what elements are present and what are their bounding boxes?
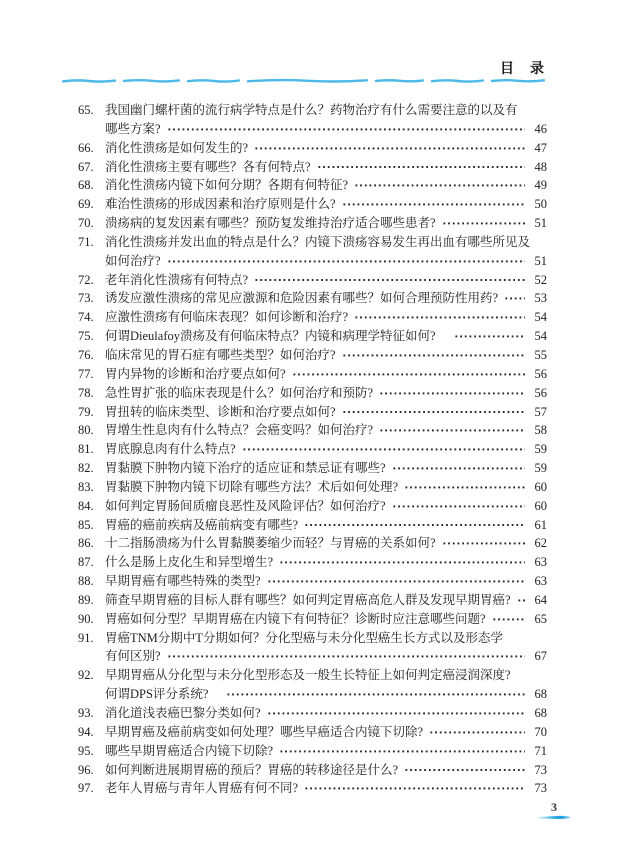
entry-line bbox=[105, 440, 547, 459]
entry-body bbox=[105, 779, 547, 798]
toc-entry bbox=[78, 403, 547, 422]
entry-text: 老年人胃癌与青年人胃癌有何不同? bbox=[105, 781, 299, 796]
entry-number: 67. bbox=[78, 159, 94, 174]
entry-body bbox=[105, 742, 547, 761]
entry-page-number: 60 bbox=[534, 498, 547, 513]
toc-entry bbox=[78, 516, 547, 535]
entry-body bbox=[105, 516, 547, 535]
entry-number: 73. bbox=[78, 291, 94, 306]
entry-line bbox=[105, 327, 547, 346]
entry-line bbox=[105, 685, 547, 704]
dot-leader bbox=[304, 516, 525, 535]
entry-line bbox=[105, 120, 547, 139]
dot-leader bbox=[404, 761, 525, 780]
entry-text: 消化道浅表癌巴黎分类如何? bbox=[105, 706, 261, 720]
entry-line bbox=[105, 704, 547, 723]
entry-page-number: 51 bbox=[534, 253, 547, 268]
entry-line bbox=[105, 459, 547, 478]
entry-text: 何谓Dieulafoy溃疡及有何临床特点？内镜和病理学特征如何? bbox=[105, 329, 436, 344]
toc-entry bbox=[78, 195, 547, 214]
entry-number: 80. bbox=[78, 423, 94, 438]
toc-entry bbox=[78, 704, 547, 723]
dot-leader bbox=[267, 572, 525, 591]
page-footer bbox=[536, 800, 572, 821]
entry-text: 消化性溃疡并发出血的特点是什么？内镜下溃疡容易发生再出血有哪些所见及 bbox=[105, 234, 531, 249]
entry-number: 76. bbox=[78, 347, 94, 362]
entry-number: 81. bbox=[78, 442, 94, 457]
entry-text: 哪些方案? bbox=[105, 121, 161, 136]
entry-text: 胃黏膜下肿物内镜下切除有哪些方法？术后如何处理? bbox=[105, 479, 399, 494]
dot-leader bbox=[167, 647, 525, 666]
dot-leader bbox=[342, 403, 525, 422]
entry-text: 胃增生性息肉有什么特点？会癌变吗？如何治疗? bbox=[105, 423, 374, 438]
toc-entry bbox=[78, 742, 547, 761]
dot-leader bbox=[279, 553, 525, 572]
toc-entry bbox=[78, 308, 547, 327]
entry-line bbox=[105, 365, 547, 384]
entry-text: 难治性溃疡的形成因素和治疗原则是什么? bbox=[105, 197, 336, 212]
entry-page-number: 73 bbox=[534, 781, 547, 796]
entry-body bbox=[105, 459, 547, 478]
entry-page-number: 63 bbox=[534, 574, 547, 589]
toc-entry bbox=[78, 497, 547, 516]
entry-body bbox=[105, 101, 547, 139]
entry-page-number: 57 bbox=[534, 404, 547, 419]
toc-entry bbox=[78, 346, 547, 365]
dot-leader bbox=[454, 327, 525, 346]
entry-text: 如何判定胃肠间质瘤良恶性及风险评估？如何治疗? bbox=[105, 498, 386, 513]
entry-page-number: 56 bbox=[534, 366, 547, 381]
entry-line bbox=[105, 233, 547, 252]
entry-text: 胃黏膜下肿物内镜下治疗的适应证和禁忌证有哪些? bbox=[105, 461, 386, 476]
entry-line bbox=[105, 308, 547, 327]
entry-line bbox=[105, 384, 547, 403]
entry-body bbox=[105, 289, 547, 308]
entry-text: 胃癌TNM分期中T分期如何？分化型癌与未分化型癌生长方式以及形态学 bbox=[105, 630, 503, 645]
entry-body bbox=[105, 704, 547, 723]
entry-line bbox=[105, 647, 547, 666]
entry-line bbox=[105, 497, 547, 516]
entry-text: 如何判断进展期胃癌的预后？胃癌的转移途径是什么? bbox=[105, 762, 399, 777]
entry-number: 84. bbox=[78, 498, 94, 513]
entry-body bbox=[105, 346, 547, 365]
dot-leader bbox=[292, 365, 525, 384]
toc-entry bbox=[78, 176, 547, 195]
dot-leader bbox=[317, 158, 525, 177]
toc-entry bbox=[78, 723, 547, 742]
entry-body bbox=[105, 271, 547, 290]
entry-body bbox=[105, 591, 547, 610]
dot-leader bbox=[254, 139, 525, 158]
toc-entry bbox=[78, 327, 547, 346]
entry-line bbox=[105, 610, 547, 629]
dot-leader bbox=[354, 308, 525, 327]
entry-line bbox=[105, 761, 547, 780]
toc-entry bbox=[78, 289, 547, 308]
entry-page-number: 46 bbox=[534, 121, 547, 136]
entry-text: 胃癌如何分型？早期胃癌在内镜下有何特征？诊断时应注意哪些问题? bbox=[105, 611, 486, 626]
wave-divider-line bbox=[62, 76, 545, 86]
entry-body bbox=[105, 666, 547, 704]
dot-leader bbox=[392, 459, 525, 478]
entry-body bbox=[105, 723, 547, 742]
entry-body bbox=[105, 214, 547, 233]
entry-page-number: 59 bbox=[534, 442, 547, 457]
entry-number: 86. bbox=[78, 536, 94, 551]
dot-leader bbox=[226, 685, 525, 704]
entry-number: 69. bbox=[78, 197, 94, 212]
entry-number: 93. bbox=[78, 706, 94, 720]
entry-page-number: 67 bbox=[534, 649, 547, 664]
dot-leader bbox=[379, 384, 525, 403]
entry-page-number: 49 bbox=[534, 178, 547, 193]
entry-text: 消化性溃疡是如何发生的? bbox=[105, 140, 249, 155]
entry-page-number: 60 bbox=[534, 479, 547, 494]
toc-entry bbox=[78, 779, 547, 798]
entry-page-number: 59 bbox=[534, 461, 547, 476]
entry-text: 诱发应激性溃疡的常见应激源和危险因素有哪些？如何合理预防性用药? bbox=[105, 291, 499, 306]
toc-entry bbox=[78, 101, 547, 139]
entry-line bbox=[105, 158, 547, 177]
entry-body bbox=[105, 384, 547, 403]
entry-number: 77. bbox=[78, 366, 94, 381]
entry-number: 88. bbox=[78, 574, 94, 589]
entry-line bbox=[105, 271, 547, 290]
entry-number: 75. bbox=[78, 329, 94, 344]
dot-leader bbox=[442, 534, 525, 553]
entry-number: 87. bbox=[78, 555, 94, 570]
entry-line bbox=[105, 139, 547, 158]
toc-entry bbox=[78, 572, 547, 591]
entry-text: 应激性溃疡有何临床表现？如何诊断和治疗? bbox=[105, 310, 349, 325]
entry-page-number: 55 bbox=[534, 347, 547, 362]
dot-leader bbox=[392, 497, 525, 516]
entry-text: 筛查早期胃癌的目标人群有哪些？如何判定胃癌高危人群及发现早期胃癌? bbox=[105, 592, 511, 607]
entry-text: 如何治疗? bbox=[105, 253, 161, 268]
entry-body bbox=[105, 572, 547, 591]
dot-leader bbox=[442, 214, 525, 233]
entry-line bbox=[105, 195, 547, 214]
entry-text: 我国幽门螺杆菌的流行病学特点是什么？药物治疗有什么需要注意的以及有 bbox=[105, 103, 518, 117]
toc-entry bbox=[78, 553, 547, 572]
entry-text: 早期胃癌有哪些特殊的类型? bbox=[105, 574, 261, 589]
entry-body bbox=[105, 365, 547, 384]
toc-entry bbox=[78, 384, 547, 403]
entry-page-number: 68 bbox=[534, 706, 547, 720]
toc-entry bbox=[78, 139, 547, 158]
entry-body bbox=[105, 233, 547, 271]
toc-entry bbox=[78, 214, 547, 233]
entry-line bbox=[105, 553, 547, 572]
entry-line bbox=[105, 779, 547, 798]
entry-page-number: 64 bbox=[534, 592, 547, 607]
entry-body bbox=[105, 158, 547, 177]
entry-body bbox=[105, 629, 547, 667]
dot-leader bbox=[342, 195, 525, 214]
entry-body bbox=[105, 534, 547, 553]
entry-page-number: 62 bbox=[534, 536, 547, 551]
toc-entry bbox=[78, 610, 547, 629]
dot-leader bbox=[167, 120, 525, 139]
entry-number: 83. bbox=[78, 479, 94, 494]
entry-page-number: 54 bbox=[534, 329, 547, 344]
entry-line bbox=[105, 572, 547, 591]
toc-entry bbox=[78, 459, 547, 478]
dot-leader bbox=[354, 176, 525, 195]
entry-text: 老年消化性溃疡有何特点? bbox=[105, 272, 249, 287]
entry-number: 78. bbox=[78, 385, 94, 400]
dot-leader bbox=[242, 440, 525, 459]
entry-number: 72. bbox=[78, 272, 94, 287]
entry-text: 早期胃癌及癌前病变如何处理？哪些早癌适合内镜下切除? bbox=[105, 724, 424, 739]
entry-page-number: 53 bbox=[534, 291, 547, 306]
entry-text: 早期胃癌从分化型与未分化型形态及一般生长特征上如何判定癌浸润深度? bbox=[105, 668, 511, 683]
entry-line bbox=[105, 101, 547, 120]
entry-page-number: 58 bbox=[534, 423, 547, 438]
dot-leader bbox=[492, 610, 525, 629]
entry-line bbox=[105, 214, 547, 233]
toc-entry bbox=[78, 761, 547, 780]
entry-body bbox=[105, 195, 547, 214]
toc-list bbox=[78, 101, 547, 798]
entry-line bbox=[105, 176, 547, 195]
entry-text: 溃疡病的复发因素有哪些？预防复发维持治疗适合哪些患者? bbox=[105, 216, 436, 231]
page-title: 目 录 bbox=[500, 62, 545, 77]
dot-leader bbox=[342, 346, 525, 365]
entry-text: 胃扭转的临床类型、诊断和治疗要点如何? bbox=[105, 404, 336, 419]
entry-number: 70. bbox=[78, 216, 94, 231]
entry-number: 79. bbox=[78, 404, 94, 419]
entry-text: 胃内异物的诊断和治疗要点如何? bbox=[105, 366, 286, 381]
dot-leader bbox=[304, 779, 525, 798]
dot-leader bbox=[404, 478, 525, 497]
entry-line bbox=[105, 742, 547, 761]
entry-text: 胃底腺息肉有什么特点? bbox=[105, 442, 236, 457]
entry-text: 临床常见的胃石症有哪些类型？如何治疗? bbox=[105, 347, 336, 362]
entry-number: 68. bbox=[78, 178, 94, 193]
dot-leader bbox=[429, 723, 525, 742]
entry-page-number: 48 bbox=[534, 159, 547, 174]
entry-body bbox=[105, 761, 547, 780]
entry-text: 哪些早期胃癌适合内镜下切除? bbox=[105, 743, 274, 758]
entry-number: 82. bbox=[78, 461, 94, 476]
entry-number: 90. bbox=[78, 611, 94, 626]
entry-body bbox=[105, 139, 547, 158]
entry-body bbox=[105, 421, 547, 440]
entry-number: 96. bbox=[78, 762, 94, 777]
entry-page-number: 63 bbox=[534, 555, 547, 570]
entry-line bbox=[105, 534, 547, 553]
entry-number: 66. bbox=[78, 140, 94, 155]
entry-body bbox=[105, 553, 547, 572]
entry-page-number: 52 bbox=[534, 272, 547, 287]
toc-entry bbox=[78, 158, 547, 177]
entry-text: 消化性溃疡主要有哪些？各有何特点? bbox=[105, 159, 311, 174]
toc-entry bbox=[78, 629, 547, 667]
entry-page-number: 68 bbox=[534, 687, 547, 702]
toc-entry bbox=[78, 233, 547, 271]
entry-page-number: 50 bbox=[534, 197, 547, 212]
entry-page-number: 65 bbox=[534, 611, 547, 626]
toc-entry bbox=[78, 478, 547, 497]
entry-number: 97. bbox=[78, 781, 94, 796]
entry-number: 85. bbox=[78, 517, 94, 532]
entry-text: 什么是肠上皮化生和异型增生? bbox=[105, 555, 274, 570]
entry-line bbox=[105, 591, 547, 610]
entry-line bbox=[105, 666, 547, 685]
toc-entry bbox=[78, 440, 547, 459]
dot-leader bbox=[279, 742, 525, 761]
page-number-underline-swoosh bbox=[536, 814, 572, 821]
page-number: 3 bbox=[551, 800, 557, 814]
toc-entry bbox=[78, 534, 547, 553]
entry-body bbox=[105, 176, 547, 195]
entry-body bbox=[105, 327, 547, 346]
entry-text: 有何区别? bbox=[105, 649, 161, 664]
entry-page-number: 56 bbox=[534, 385, 547, 400]
entry-line bbox=[105, 478, 547, 497]
dot-leader bbox=[517, 591, 525, 610]
entry-number: 71. bbox=[78, 234, 94, 249]
toc-entry bbox=[78, 421, 547, 440]
entry-line bbox=[105, 289, 547, 308]
entry-page-number: 71 bbox=[534, 743, 547, 758]
entry-line bbox=[105, 252, 547, 271]
entry-page-number: 54 bbox=[534, 310, 547, 325]
toc-entry bbox=[78, 591, 547, 610]
entry-line bbox=[105, 403, 547, 422]
entry-number: 95. bbox=[78, 743, 94, 758]
dot-leader bbox=[504, 289, 525, 308]
entry-number: 89. bbox=[78, 592, 94, 607]
entry-number: 94. bbox=[78, 724, 94, 739]
entry-number: 74. bbox=[78, 310, 94, 325]
entry-text: 消化性溃疡内镜下如何分期？各期有何特征? bbox=[105, 178, 349, 193]
entry-body bbox=[105, 308, 547, 327]
dot-leader bbox=[379, 421, 525, 440]
entry-body bbox=[105, 440, 547, 459]
entry-line bbox=[105, 629, 547, 648]
entry-body bbox=[105, 497, 547, 516]
entry-text: 十二指肠溃疡为什么胃黏膜萎缩少而轻？与胃癌的关系如何? bbox=[105, 536, 436, 551]
entry-line bbox=[105, 346, 547, 365]
entry-body bbox=[105, 610, 547, 629]
entry-page-number: 47 bbox=[534, 140, 547, 155]
entry-page-number: 70 bbox=[534, 724, 547, 739]
entry-text: 何谓DPS评分系统? bbox=[105, 687, 209, 702]
dot-leader bbox=[167, 252, 525, 271]
toc-entry bbox=[78, 365, 547, 384]
entry-line bbox=[105, 516, 547, 535]
entry-page-number: 61 bbox=[534, 517, 547, 532]
dot-leader bbox=[267, 704, 525, 723]
entry-page-number: 51 bbox=[534, 216, 547, 231]
entry-number: 91. bbox=[78, 630, 94, 645]
dot-leader bbox=[254, 271, 525, 290]
entry-number: 65. bbox=[78, 103, 94, 117]
entry-number: 92. bbox=[78, 668, 94, 683]
entry-text: 急性胃扩张的临床表现是什么？如何治疗和预防? bbox=[105, 385, 374, 400]
entry-body bbox=[105, 478, 547, 497]
entry-page-number: 73 bbox=[534, 762, 547, 777]
entry-line bbox=[105, 723, 547, 742]
toc-entry bbox=[78, 666, 547, 704]
entry-body bbox=[105, 403, 547, 422]
entry-line bbox=[105, 421, 547, 440]
entry-text: 胃癌的癌前疾病及癌前病变有哪些? bbox=[105, 517, 299, 532]
toc-entry bbox=[78, 271, 547, 290]
